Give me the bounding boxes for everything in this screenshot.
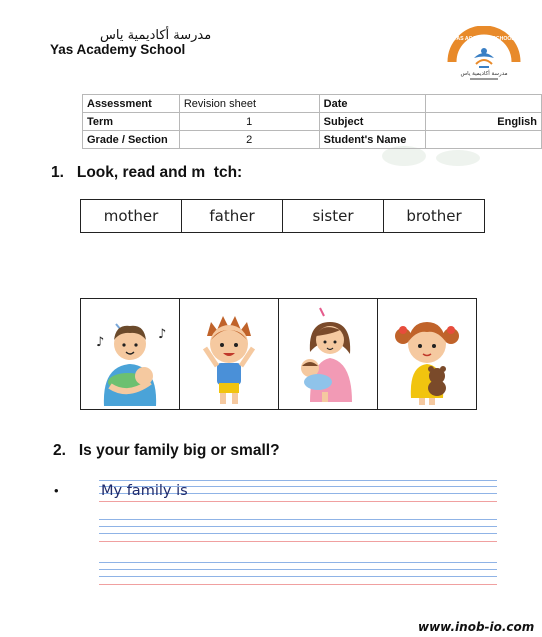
word-cell[interactable]: sister: [283, 200, 384, 233]
watermark-url: www.inob-io.com: [418, 620, 535, 634]
label-student-name: Student's Name: [319, 131, 426, 149]
bullet-point: •: [54, 483, 59, 498]
table-row: [81, 200, 485, 233]
picture-table: [80, 298, 477, 410]
label-assessment: Assessment: [83, 95, 180, 113]
logo-text-arabic: مدرسة أكاديمية ياس: [460, 71, 508, 77]
svg-text:♪: ♪: [158, 327, 167, 342]
value-student-name[interactable]: [426, 131, 542, 149]
question-2-title: 2. Is your family big or small?: [53, 442, 280, 459]
table-row: [83, 131, 542, 149]
watermark-shape: [382, 146, 426, 166]
value-grade-section: 2: [179, 131, 319, 149]
table-row: [83, 95, 542, 113]
girl-with-teddy-icon: [381, 302, 473, 406]
info-table: [82, 94, 542, 149]
question-1-title: 1. Look, read and m tch:: [51, 164, 243, 181]
word-cell[interactable]: brother: [384, 200, 485, 233]
school-name-english: Yas Academy School: [50, 42, 186, 57]
table-row: [83, 113, 542, 131]
picture-cell[interactable]: [81, 299, 180, 410]
answer-prompt: My family is: [101, 483, 188, 499]
watermark-shape: [436, 150, 480, 166]
father-with-baby-icon: [84, 302, 176, 406]
label-subject: Subject: [319, 113, 426, 131]
word-cell[interactable]: mother: [81, 200, 182, 233]
label-grade-section: Grade / Section: [83, 131, 180, 149]
value-term: 1: [179, 113, 319, 131]
value-date[interactable]: [426, 95, 542, 113]
picture-cell[interactable]: [180, 299, 279, 410]
boy-icon: [183, 302, 275, 406]
table-row: [81, 299, 477, 410]
value-subject: English: [426, 113, 542, 131]
svg-text:♪: ♪: [96, 335, 105, 350]
word-table: [80, 199, 485, 233]
label-date: Date: [319, 95, 426, 113]
value-assessment: Revision sheet: [179, 95, 319, 113]
mother-with-baby-icon: [282, 302, 374, 406]
word-cell[interactable]: father: [182, 200, 283, 233]
logo-text: YAS ACADEMY SCHOOL: [453, 36, 515, 42]
label-term: Term: [83, 113, 180, 131]
picture-cell[interactable]: [279, 299, 378, 410]
school-name-arabic: مدرسة أكاديمية ياس: [100, 28, 212, 43]
picture-cell[interactable]: [378, 299, 477, 410]
school-logo: [446, 26, 522, 84]
